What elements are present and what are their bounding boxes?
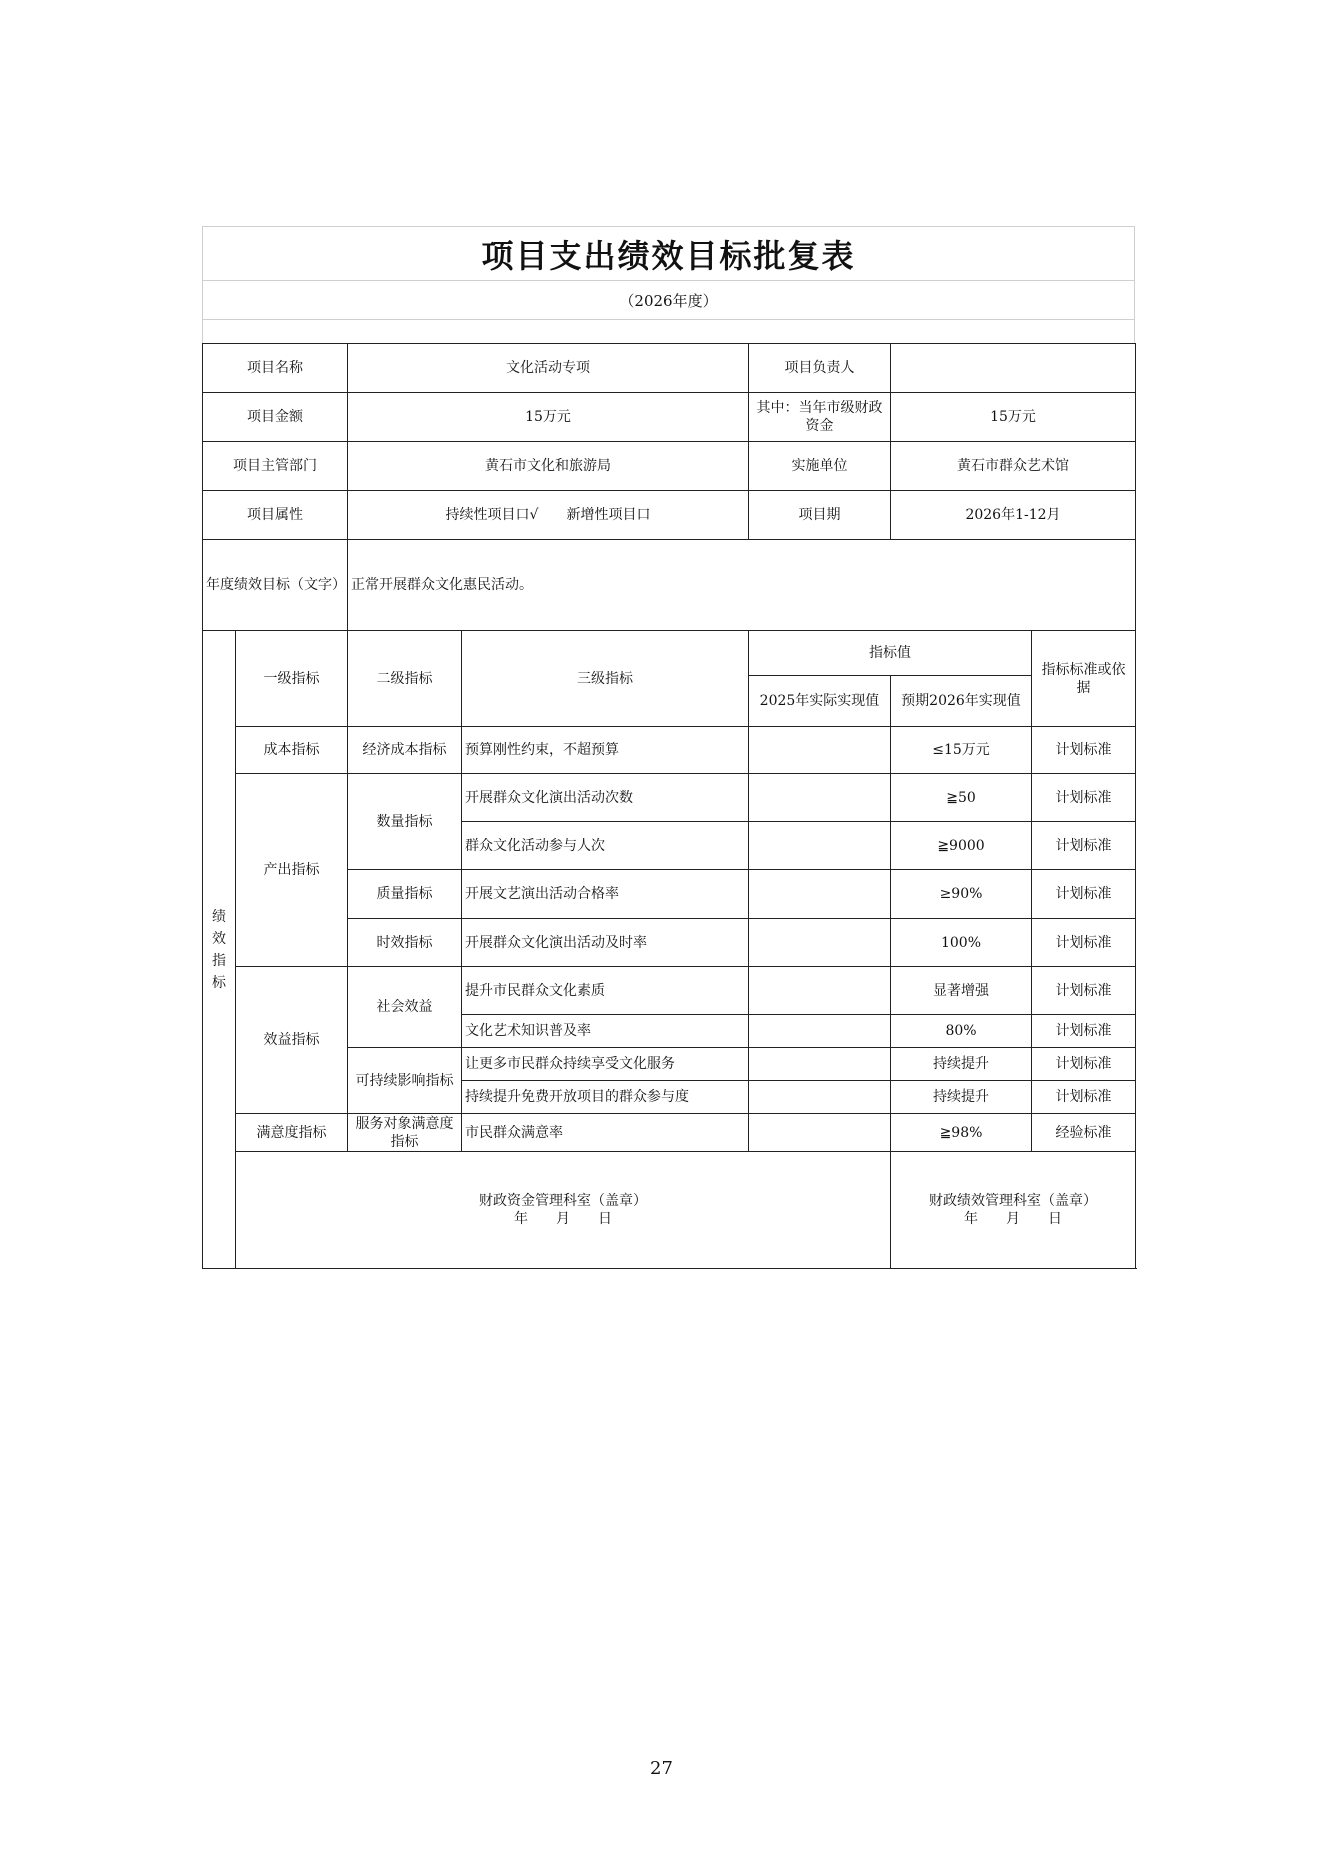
group-satisfaction: 满意度指标 (236, 1114, 348, 1152)
finance-fund-date: 年 月 日 (514, 1211, 612, 1227)
indicator-header-row (203, 631, 1136, 676)
expected-value: ≤15万元 (891, 727, 1032, 774)
table-row (203, 967, 1136, 1015)
actual-value (749, 1048, 891, 1081)
actual-value (749, 1015, 891, 1048)
annual-goal-label: 年度绩效目标（文字） (203, 540, 348, 631)
project-name-value: 文化活动专项 (348, 344, 749, 393)
table-row (203, 727, 1136, 774)
info-row-amount (203, 393, 1136, 442)
finance-fund-office: 财政资金管理科室（盖章） (479, 1193, 647, 1209)
project-attribute-label: 项目属性 (203, 491, 348, 540)
annual-goal-value: 正常开展群众文化惠民活动。 (348, 540, 1136, 631)
expected-value: ≧50 (891, 774, 1032, 822)
performance-office-cell (891, 1152, 1136, 1269)
expected-value: 80% (891, 1015, 1032, 1048)
project-name-label: 项目名称 (203, 344, 348, 393)
standard-value: 计划标准 (1032, 1015, 1136, 1048)
fiscal-fund-value: 15万元 (891, 393, 1136, 442)
subgroup-quality: 质量指标 (348, 870, 462, 919)
indicator-name: 群众文化活动参与人次 (462, 822, 749, 870)
supervising-dept-label: 项目主管部门 (203, 442, 348, 491)
page-number: 27 (650, 1758, 673, 1779)
level1-header: 一级指标 (236, 631, 348, 727)
table-row (203, 774, 1136, 822)
actual-value (749, 1081, 891, 1114)
project-owner-label: 项目负责人 (749, 344, 891, 393)
indicator-side-text: 绩效指标 (212, 908, 226, 991)
actual-value (749, 919, 891, 967)
project-owner-value (891, 344, 1136, 393)
info-row-goal (203, 540, 1136, 631)
subgroup-economic-cost: 经济成本指标 (348, 727, 462, 774)
performance-office: 财政绩效管理科室（盖章） (929, 1193, 1097, 1209)
indicator-name: 开展群众文化演出活动次数 (462, 774, 749, 822)
supervising-dept-value: 黄石市文化和旅游局 (348, 442, 749, 491)
project-period-label: 项目期 (749, 491, 891, 540)
subgroup-timeliness: 时效指标 (348, 919, 462, 967)
performance-date: 年 月 日 (964, 1211, 1062, 1227)
actual-value (749, 774, 891, 822)
actual-value (749, 967, 891, 1015)
standard-value: 计划标准 (1032, 1081, 1136, 1114)
project-amount-label: 项目金额 (203, 393, 348, 442)
standard-value: 计划标准 (1032, 967, 1136, 1015)
info-row-dept (203, 442, 1136, 491)
actual-value (749, 870, 891, 919)
standard-value: 计划标准 (1032, 1048, 1136, 1081)
standard-value: 计划标准 (1032, 822, 1136, 870)
subgroup-quantity: 数量指标 (348, 774, 462, 870)
page-title: 项目支出绩效目标批复表 (202, 226, 1135, 281)
signature-row (203, 1152, 1136, 1269)
actual-value (749, 1114, 891, 1152)
standard-value: 经验标准 (1032, 1114, 1136, 1152)
expected-value: ≥90% (891, 870, 1032, 919)
implementing-unit-value: 黄石市群众艺术馆 (891, 442, 1136, 491)
expected-value: ≧9000 (891, 822, 1032, 870)
finance-fund-office-cell (236, 1152, 891, 1269)
project-attribute-value: 持续性项目口√ 新增性项目口 (348, 491, 749, 540)
info-row-attr (203, 491, 1136, 540)
expected-2026-header: 预期2026年实现值 (891, 676, 1032, 727)
level3-header: 三级指标 (462, 631, 749, 727)
indicator-name: 市民群众满意率 (462, 1114, 749, 1152)
subgroup-service-satisfaction: 服务对象满意度指标 (348, 1114, 462, 1152)
group-cost: 成本指标 (236, 727, 348, 774)
subgroup-social: 社会效益 (348, 967, 462, 1048)
indicator-side-label (203, 631, 236, 1269)
expected-value: ≧98% (891, 1114, 1032, 1152)
indicator-name: 让更多市民群众持续享受文化服务 (462, 1048, 749, 1081)
standard-header: 指标标准或依据 (1032, 631, 1136, 727)
fiscal-fund-label: 其中：当年市级财政资金 (749, 393, 891, 442)
actual-2025-header: 2025年实际实现值 (749, 676, 891, 727)
approval-table (202, 343, 1136, 1269)
standard-value: 计划标准 (1032, 727, 1136, 774)
expected-value: 持续提升 (891, 1048, 1032, 1081)
project-amount-value: 15万元 (348, 393, 749, 442)
expected-value: 持续提升 (891, 1081, 1032, 1114)
expected-value: 显著增强 (891, 967, 1032, 1015)
subgroup-sustainable: 可持续影响指标 (348, 1048, 462, 1114)
standard-value: 计划标准 (1032, 919, 1136, 967)
table-row (203, 1114, 1136, 1152)
actual-value (749, 727, 891, 774)
fiscal-year: （2026年度） (202, 281, 1135, 320)
project-period-value: 2026年1-12月 (891, 491, 1136, 540)
expected-value: 100% (891, 919, 1032, 967)
implementing-unit-label: 实施单位 (749, 442, 891, 491)
indicator-value-header: 指标值 (749, 631, 1032, 676)
indicator-name: 提升市民群众文化素质 (462, 967, 749, 1015)
standard-value: 计划标准 (1032, 774, 1136, 822)
standard-value: 计划标准 (1032, 870, 1136, 919)
group-benefit: 效益指标 (236, 967, 348, 1114)
indicator-name: 持续提升免费开放项目的群众参与度 (462, 1081, 749, 1114)
indicator-name: 开展群众文化演出活动及时率 (462, 919, 749, 967)
spacer-row (202, 320, 1135, 343)
level2-header: 二级指标 (348, 631, 462, 727)
indicator-name: 文化艺术知识普及率 (462, 1015, 749, 1048)
info-row-name (203, 344, 1136, 393)
group-output: 产出指标 (236, 774, 348, 967)
actual-value (749, 822, 891, 870)
indicator-name: 开展文艺演出活动合格率 (462, 870, 749, 919)
indicator-name: 预算刚性约束，不超预算 (462, 727, 749, 774)
